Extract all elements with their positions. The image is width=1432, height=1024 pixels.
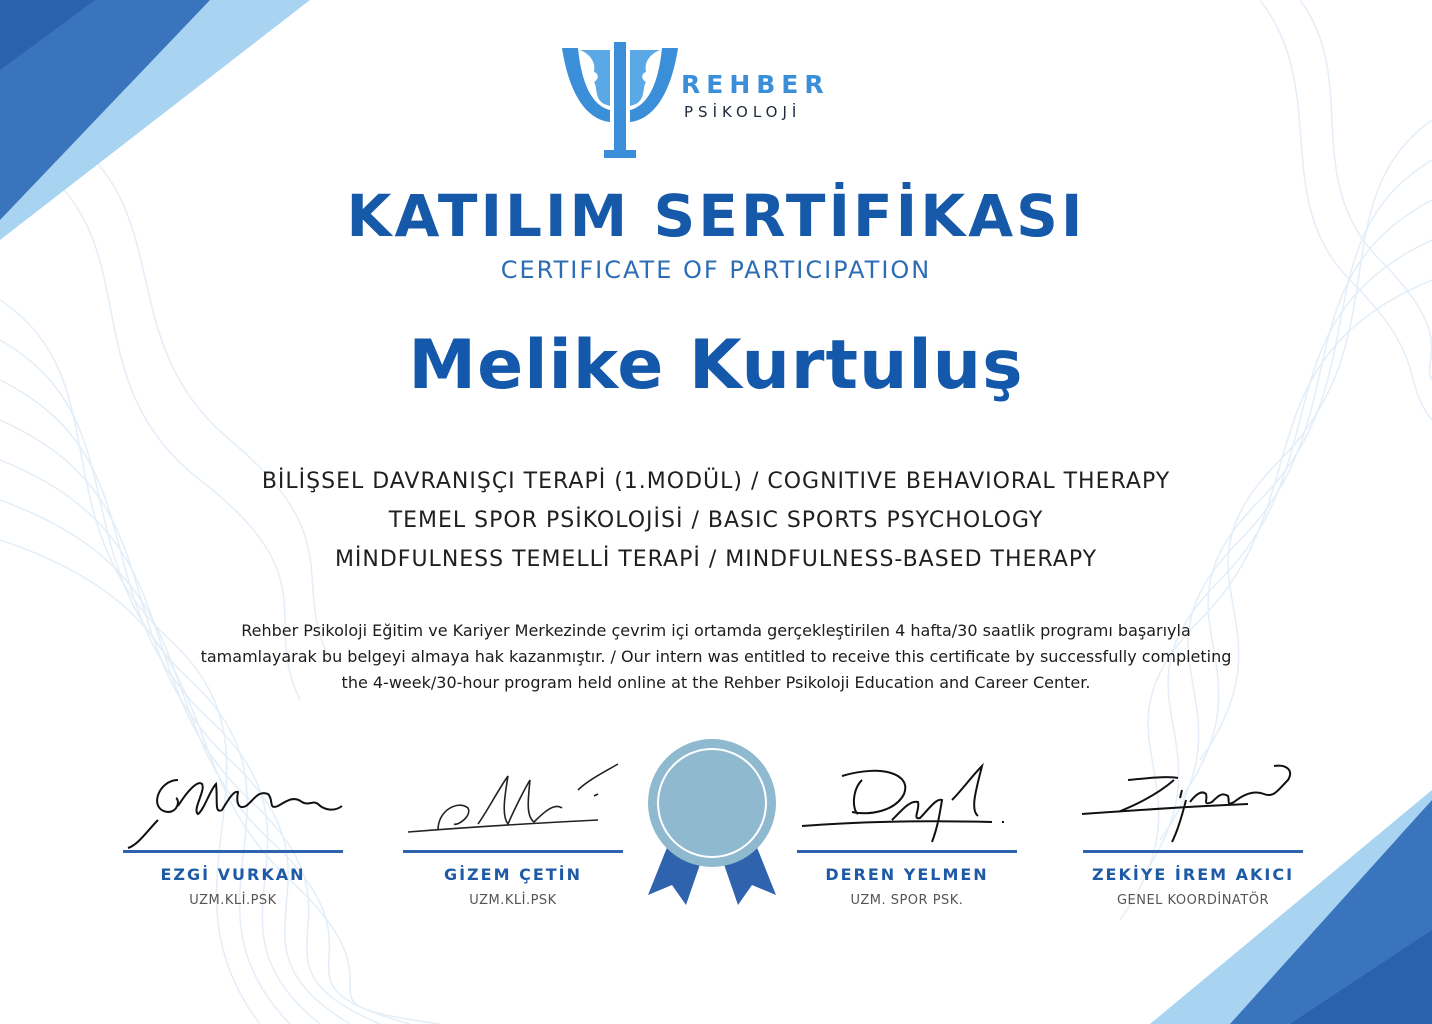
signatory-title: UZM. SPOR PSK. bbox=[850, 893, 964, 908]
signature-block-zekiye-irem-akici bbox=[1078, 750, 1308, 920]
description-line: tamamlayarak bu belgeyi almaya hak kazanmıştır. / Our intern was entitled to receive this certificate by successfully completing bbox=[200, 647, 1232, 666]
description-line: the 4-week/30-hour program held online at the Rehber Psikoloji Education and Career Center. bbox=[341, 673, 1091, 692]
signature-line bbox=[403, 850, 623, 853]
certificate-subtitle: CERTIFICATE OF PARTICIPATION bbox=[500, 256, 932, 284]
signature-line bbox=[797, 850, 1017, 853]
signature-block-gizem-cetin bbox=[398, 750, 628, 920]
signatory-title: GENEL KOORDİNATÖR bbox=[1116, 893, 1270, 908]
signatory-name: EZGİ VURKAN bbox=[160, 865, 306, 884]
logo-wordmark: REHBER bbox=[681, 70, 830, 99]
signature-icon bbox=[1078, 750, 1308, 850]
signature-icon bbox=[398, 750, 628, 850]
course-list bbox=[0, 462, 1432, 579]
course-item: MİNDFULNESS TEMELLİ TERAPİ / MINDFULNESS-BASED THERAPY bbox=[334, 547, 1098, 572]
signature-icon bbox=[792, 750, 1022, 850]
signatory-name: ZEKİYE İREM AKICI bbox=[1091, 865, 1295, 884]
recipient-name: Melike Kurtuluş bbox=[408, 326, 1024, 405]
award-seal-icon bbox=[632, 735, 792, 905]
signatory-name: GİZEM ÇETİN bbox=[443, 865, 583, 884]
signature-block-ezgi-vurkan bbox=[118, 750, 348, 920]
course-item: BİLİŞSEL DAVRANIŞÇI TERAPİ (1.MODÜL) / COGNITIVE BEHAVIORAL THERAPY bbox=[261, 469, 1171, 494]
course-item: TEMEL SPOR PSİKOLOJİSİ / BASIC SPORTS PSYCHOLOGY bbox=[388, 508, 1044, 533]
signature-line bbox=[123, 850, 343, 853]
signature-block-deren-yelmen bbox=[792, 750, 1022, 920]
certificate-description bbox=[110, 618, 1322, 696]
signatory-title: UZM.KLİ.PSK bbox=[469, 893, 557, 908]
signature-icon bbox=[118, 750, 348, 850]
description-line: Rehber Psikoloji Eğitim ve Kariyer Merkezinde çevrim içi ortamda gerçekleştirilen 4 hafta/30 saatlik programı başarıyla bbox=[241, 621, 1191, 640]
certificate-title: KATILIM SERTİFİKASI bbox=[346, 182, 1086, 250]
logo-subtitle: PSİKOLOJİ bbox=[684, 103, 802, 121]
signatory-name: DEREN YELMEN bbox=[825, 865, 989, 884]
signatory-title: UZM.KLİ.PSK bbox=[189, 893, 277, 908]
signature-line bbox=[1083, 850, 1303, 853]
